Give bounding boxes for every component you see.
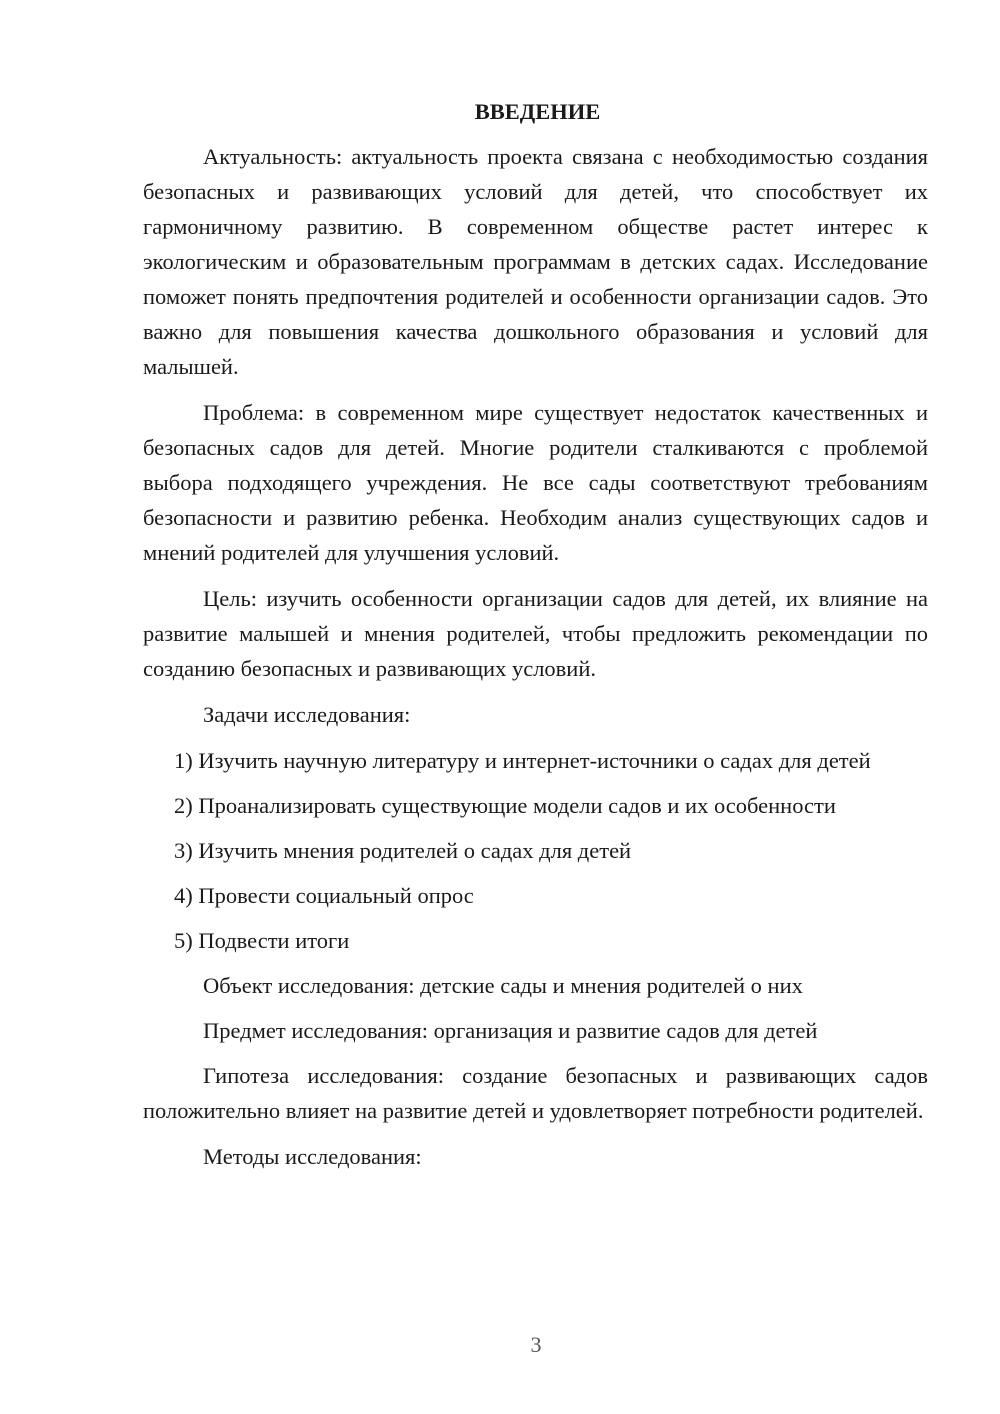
paragraph-relevance: Актуальность: актуальность проекта связана с необходимостью создания безопасных и развивающих условий для детей, что способствует их гармоничному развитию. В современном обществе растет интерес к экологическим и образовательным программам в детских садах. Исследование поможет понять предпочтения родителей и особенности организации садов. Это важно для повышения качества дошкольного образования и условий для малышей. <box>143 144 928 379</box>
list-item: 4) Провести социальный опрос <box>174 883 474 908</box>
section-heading: ВВЕДЕНИЕ <box>474 99 601 124</box>
paragraph-goal: Цель: изучить особенности организации садов для детей, их влияние на развитие малышей и мнения родителей, чтобы предложить рекомендации по созданию безопасных и развивающих условий. <box>143 586 928 681</box>
tasks-list <box>143 743 928 958</box>
paragraph-subject: Предмет исследования: организация и развитие садов для детей <box>203 1018 818 1043</box>
tasks-title: Задачи исследования: <box>203 702 411 727</box>
paragraph-object: Объект исследования: детские сады и мнения родителей о них <box>203 973 803 998</box>
paragraph-hypothesis: Гипотеза исследования: создание безопасных и развивающих садов положительно влияет на развитие детей и удовлетворяет потребности родителей. <box>143 1063 928 1123</box>
list-item: 2) Проанализировать существующие модели садов и их особенности <box>174 793 836 818</box>
paragraph-problem: Проблема: в современном мире существует недостаток качественных и безопасных садов для детей. Многие родители сталкиваются с проблемой выбора подходящего учреждения. Не все сады соответствуют требованиям безопасности и развитию ребенка. Необходим анализ существующих садов и мнений родителей для улучшения условий. <box>143 400 928 565</box>
list-item: 5) Подвести итоги <box>174 928 350 953</box>
page-number: 3 <box>530 1332 542 1357</box>
list-item: 1) Изучить научную литературу и интернет-источники о садах для детей <box>174 748 871 773</box>
page-content <box>143 94 928 1185</box>
list-item: 3) Изучить мнения родителей о садах для детей <box>174 838 632 863</box>
methods-title: Методы исследования: <box>203 1144 422 1169</box>
